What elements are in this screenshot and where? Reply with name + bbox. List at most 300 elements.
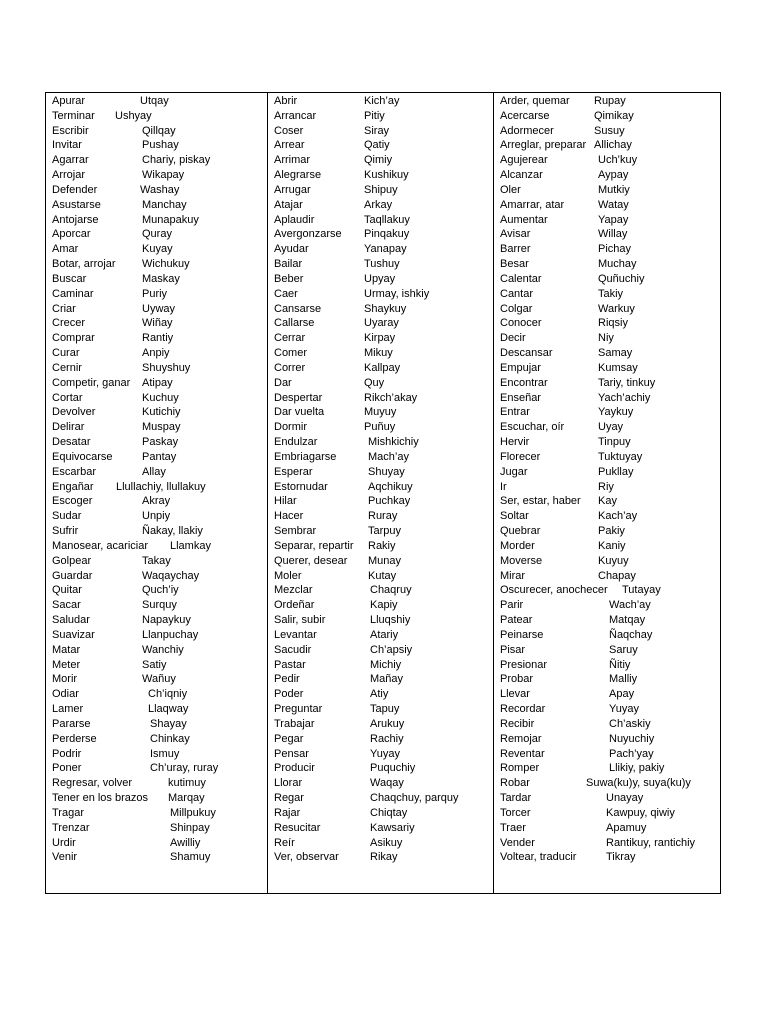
spanish-term: Hervir [500,436,530,449]
vocab-row [46,153,267,168]
spanish-term: Recordar [500,703,546,716]
spanish-term: Arrimar [274,154,311,167]
vocab-row [268,583,493,598]
quechua-term: Washay [140,183,180,196]
vocab-row [46,138,267,153]
vocab-row [46,850,267,865]
spanish-term: Venir [52,851,78,864]
quechua-term: Shuyay [368,465,405,478]
vocab-row [494,257,720,272]
vocab-row [494,850,720,865]
vocab-row [46,227,267,242]
quechua-term: Kuyuy [598,554,629,567]
quechua-term: Rikch’akay [364,391,418,404]
spanish-term: Pedir [274,673,300,686]
spanish-term: Bailar [274,258,303,271]
spanish-term: Callarse [274,317,315,330]
spanish-term: Levantar [274,628,317,641]
quechua-term: Samay [598,347,633,360]
vocab-row [268,747,493,762]
quechua-term: Munay [368,554,402,567]
quechua-term: Nuyuchiy [609,732,655,745]
quechua-term: Willay [598,228,628,241]
vocab-row [494,153,720,168]
spanish-term: Ir [500,480,507,493]
spanish-term: Tardar [500,792,532,804]
vocab-row [46,613,267,628]
spanish-term: Voltear, traducir [500,851,577,864]
spanish-term: Entrar [500,406,530,419]
quechua-term: Upyay [364,272,396,285]
quechua-term: Ch’apsiy [370,643,413,656]
spanish-term: Pegar [274,732,304,745]
quechua-term: Unpiy [142,510,171,523]
spanish-term: Amar [52,243,79,256]
vocab-row [46,747,267,762]
vocab-row [46,524,267,539]
vocab-row [494,494,720,509]
vocab-row [46,598,267,613]
vocab-row [46,124,267,139]
vocab-row [46,391,267,406]
vocab-row [494,316,720,331]
quechua-term: Rakiy [368,539,396,552]
vocab-row [494,672,720,687]
spanish-term: Podrir [52,747,82,760]
vocab-row [268,376,493,391]
spanish-term: Cantar [500,287,534,300]
spanish-term: Recibir [500,717,535,730]
vocab-row [268,213,493,228]
spanish-term: Golpear [52,554,92,567]
vocab-row [268,272,493,287]
spanish-term: Caer [274,287,298,300]
spanish-term: Tragar [52,806,84,819]
quechua-term: Atariy [370,628,399,641]
vocab-row [494,242,720,257]
quechua-term: Ismuy [150,747,180,760]
quechua-term: Kapiy [370,599,398,612]
quechua-term: Saruy [609,643,638,656]
vocab-row [494,227,720,242]
quechua-term: Mutkiy [598,183,630,196]
quechua-term: Muyuy [364,406,397,419]
spanish-term: Ver, observar [274,851,339,864]
spanish-term: Florecer [500,450,541,463]
vocab-row [268,480,493,495]
quechua-term: Kuyay [142,243,173,256]
quechua-term: Shayay [150,717,187,730]
vocab-row [46,168,267,183]
spanish-term: Cerrar [274,332,306,345]
quechua-term: Quy [364,376,385,389]
spanish-term: Torcer [500,806,531,819]
quechua-term: Muspay [142,421,181,434]
spanish-term: Agarrar [52,154,89,167]
spanish-term: Despertar [274,391,323,404]
quechua-term: Pinqakuy [364,228,410,241]
vocab-row [46,242,267,257]
vocab-row [494,465,720,480]
quechua-term: Surquy [142,599,177,612]
spanish-term: Equivocarse [52,450,113,463]
vocab-row [494,287,720,302]
quechua-term: Yuyay [370,747,400,760]
vocab-row [268,168,493,183]
vocab-row [268,509,493,524]
vocab-row [46,806,267,821]
quechua-term: Kay [598,495,617,508]
quechua-term: Allay [142,465,166,478]
spanish-term: Calentar [500,272,542,285]
quechua-term: Allichay [594,139,632,152]
spanish-term: Dar vuelta [274,406,325,419]
vocab-row [494,524,720,539]
vocab-row [268,791,493,806]
vocab-row [46,494,267,509]
spanish-term: Hacer [274,510,304,523]
spanish-term: Alegrarse [274,169,322,182]
vocab-row [268,850,493,865]
quechua-term: Rachiy [370,732,404,745]
vocab-row [494,747,720,762]
vocab-row [494,613,720,628]
quechua-term: Marqay [168,792,205,804]
quechua-term: Kutay [368,569,397,582]
quechua-term: Puchkay [368,495,411,508]
vocab-row [46,791,267,806]
spanish-term: Escoger [52,495,93,508]
spanish-term: Decir [500,332,526,345]
quechua-term: Yaykuy [598,406,634,419]
vocab-row [494,361,720,376]
quechua-term: Puñuy [364,421,396,434]
spanish-term: Regar [274,792,304,804]
vocab-row [46,465,267,480]
quechua-term: Wanchiy [142,643,184,656]
quechua-term: Rupay [594,95,626,107]
quechua-term: Muchay [598,258,637,271]
quechua-term: Llanpuchay [142,628,199,641]
quechua-term: Lluqshiy [370,614,411,627]
spanish-term: Invitar [52,139,82,152]
spanish-term: Abrir [274,95,298,107]
quechua-term: Rantiy [142,332,174,345]
quechua-term: Uyaray [364,317,399,330]
quechua-term: Unayay [606,792,644,804]
spanish-term: Barrer [500,243,531,256]
vocab-row [268,331,493,346]
spanish-term: Preguntar [274,703,323,716]
vocab-row [494,658,720,673]
spanish-term: Avisar [500,228,531,241]
quechua-term: Tikray [606,851,636,864]
vocab-row [494,761,720,776]
spanish-term: Arrancar [274,109,317,122]
spanish-term: Amarrar, atar [500,198,565,211]
spanish-term: Botar, arrojar [52,258,116,271]
spanish-term: Quebrar [500,525,541,538]
vocab-row [268,94,493,109]
spanish-term: Patear [500,614,533,627]
vocab-row [494,717,720,732]
spanish-term: Matar [52,643,81,656]
quechua-term: Quray [142,228,172,241]
quechua-term: Pitiy [364,109,385,122]
vocabulary-table [45,92,721,894]
spanish-term: Regresar, volver [52,777,133,790]
spanish-term: Rajar [274,806,301,819]
spanish-term: Enseñar [500,391,541,404]
vocab-row [494,554,720,569]
spanish-term: Cansarse [274,302,322,315]
spanish-term: Besar [500,258,529,271]
vocab-row [494,213,720,228]
vocab-row [268,761,493,776]
vocab-row [268,227,493,242]
quechua-term: Atipay [142,376,173,389]
quechua-term: Qimikay [594,109,634,122]
vocab-row [46,554,267,569]
quechua-term: Niy [598,332,614,345]
vocab-row [268,287,493,302]
vocab-row [46,435,267,450]
quechua-term: Millpukuy [170,806,216,819]
vocab-row [494,435,720,450]
quechua-term: Kawpuy, qiwiy [606,806,675,819]
vocab-row [494,776,720,791]
vocab-row [46,776,267,791]
quechua-term: Kaniy [598,539,626,552]
spanish-term: Buscar [52,272,87,285]
vocab-row [268,672,493,687]
vocab-row [268,302,493,317]
quechua-term: Kallpay [364,361,401,374]
vocab-row [268,361,493,376]
spanish-term: Robar [500,777,530,790]
quechua-term: Puquchiy [370,762,416,775]
quechua-term: Llamkay [170,539,211,552]
vocab-row [46,257,267,272]
quechua-term: Tarpuy [368,525,402,538]
vocab-row [46,109,267,124]
vocab-row [46,569,267,584]
vocab-row [494,569,720,584]
vocab-row [494,272,720,287]
vocab-row [268,732,493,747]
vocab-row [494,94,720,109]
spanish-term: Mirar [500,569,526,582]
spanish-term: Probar [500,673,534,686]
quechua-term: Quñuchiy [598,272,645,285]
spanish-term: Morder [500,539,535,552]
vocab-row [268,628,493,643]
spanish-term: Escribir [52,124,89,137]
spanish-term: Ser, estar, haber [500,495,581,508]
spanish-term: Pastar [274,658,306,671]
spanish-term: Escuchar, oír [500,421,565,434]
vocab-row [46,761,267,776]
quechua-term: Asikuy [370,836,403,849]
vocab-row [268,198,493,213]
vocab-row [46,658,267,673]
spanish-term: Saludar [52,614,90,627]
spanish-term: Llevar [500,688,530,701]
vocab-row [268,420,493,435]
quechua-term: Yapay [598,213,629,226]
quechua-term: Llullachiy, llullakuy [116,480,206,493]
quechua-term: Kumsay [598,361,638,374]
quechua-term: Mach’ay [368,450,409,463]
vocab-row [494,480,720,495]
quechua-term: Kuchuy [142,391,179,404]
vocab-row [268,643,493,658]
spanish-term: Encontrar [500,376,548,389]
quechua-term: Qatiy [364,139,390,152]
vocab-row [494,539,720,554]
spanish-term: Peinarse [500,628,544,641]
vocab-row [46,628,267,643]
spanish-term: Llorar [274,777,303,790]
spanish-term: Ordeñar [274,599,315,612]
spanish-term: Reventar [500,747,545,760]
quechua-term: Puriy [142,287,168,300]
spanish-term: Adormecer [500,124,554,137]
spanish-term: Querer, desear [274,554,348,567]
vocab-row [46,376,267,391]
quechua-term: Quch’iy [142,584,179,597]
vocab-row [494,836,720,851]
quechua-term: Susuy [594,124,625,137]
vocab-row [494,420,720,435]
spanish-term: Arder, quemar [500,95,570,107]
spanish-term: Trabajar [274,717,315,730]
spanish-term: Estornudar [274,480,328,493]
vocab-row [46,672,267,687]
spanish-term: Antojarse [52,213,99,226]
quechua-term: Tariy, tinkuy [598,376,656,389]
spanish-term: Colgar [500,302,533,315]
quechua-term: Michiy [370,658,402,671]
spanish-term: Aplaudir [274,213,315,226]
quechua-term: Takay [142,554,171,567]
vocab-row [268,806,493,821]
spanish-term: Guardar [52,569,93,582]
spanish-term: Pararse [52,717,91,730]
vocab-row [46,732,267,747]
quechua-term: Ch’uray, ruray [150,762,219,775]
quechua-term: Chariy, piskay [142,154,211,167]
spanish-term: Competir, ganar [52,376,131,389]
quechua-term: Uyay [598,421,624,434]
spanish-term: Dar [274,376,292,389]
quechua-term: Kawsariy [370,821,415,834]
vocab-row [494,450,720,465]
quechua-term: Akray [142,495,171,508]
vocab-row [46,687,267,702]
spanish-term: Sacudir [274,643,312,656]
spanish-term: Trenzar [52,821,90,834]
spanish-term: Remojar [500,732,542,745]
quechua-term: Rantikuy, rantichiy [606,836,696,849]
vocab-row [46,509,267,524]
vocab-row [46,450,267,465]
spanish-term: Arrugar [274,183,311,196]
quechua-term: Ñakay, llakiy [142,525,203,538]
quechua-term: Aqchikuy [368,480,413,493]
vocab-row [268,821,493,836]
quechua-term: Rikay [370,851,398,864]
spanish-term: Manosear, acariciar [52,539,148,552]
vocab-row [494,732,720,747]
quechua-term: Anpiy [142,347,170,360]
spanish-term: Escarbar [52,465,97,478]
quechua-term: Kirpay [364,332,396,345]
vocab-row [268,776,493,791]
vocab-row [494,628,720,643]
spanish-term: Asustarse [52,198,101,211]
spanish-term: Oler [500,183,521,196]
spanish-term: Morir [52,673,78,686]
quechua-term: Utqay [140,95,169,107]
vocab-row [494,702,720,717]
vocab-row [494,331,720,346]
spanish-term: Arreglar, preparar [500,139,587,152]
spanish-term: Acercarse [500,109,550,122]
spanish-term: Arrojar [52,169,86,182]
vocab-row [494,109,720,124]
vocab-row [494,302,720,317]
quechua-term: Paskay [142,436,179,449]
spanish-term: Endulzar [274,436,318,449]
spanish-term: Romper [500,762,540,775]
quechua-term: Ushyay [115,109,152,122]
spanish-term: Atajar [274,198,303,211]
quechua-term: Uch’kuy [598,154,638,167]
vocab-row [46,94,267,109]
spanish-term: Comer [274,347,308,360]
quechua-term: Chaqruy [370,584,412,597]
spanish-term: Cernir [52,361,82,374]
vocab-row [268,109,493,124]
spanish-term: Tener en los brazos [52,792,148,804]
quechua-term: Tinpuy [598,436,631,449]
quechua-term: Malliy [609,673,638,686]
quechua-term: Satiy [142,658,167,671]
quechua-term: Wañuy [142,673,176,686]
quechua-term: Waqay [370,777,404,790]
spanish-term: Reír [274,836,295,849]
quechua-term: Munapakuy [142,213,199,226]
quechua-term: Apay [609,688,635,701]
vocab-row [268,687,493,702]
quechua-term: Chiqtay [370,806,408,819]
spanish-term: Poder [274,688,304,701]
quechua-term: Kutichiy [142,406,181,419]
spanish-term: Presionar [500,658,548,671]
quechua-term: Takiy [598,287,624,300]
vocab-row [268,465,493,480]
spanish-term: Devolver [52,406,96,419]
quechua-term: Manchay [142,198,187,211]
spanish-term: Comprar [52,332,95,345]
spanish-term: Cortar [52,391,83,404]
vocab-row [494,821,720,836]
spanish-term: Crecer [52,317,86,330]
vocab-row [268,613,493,628]
spanish-term: Aporcar [52,228,91,241]
quechua-term: Matqay [609,614,646,627]
